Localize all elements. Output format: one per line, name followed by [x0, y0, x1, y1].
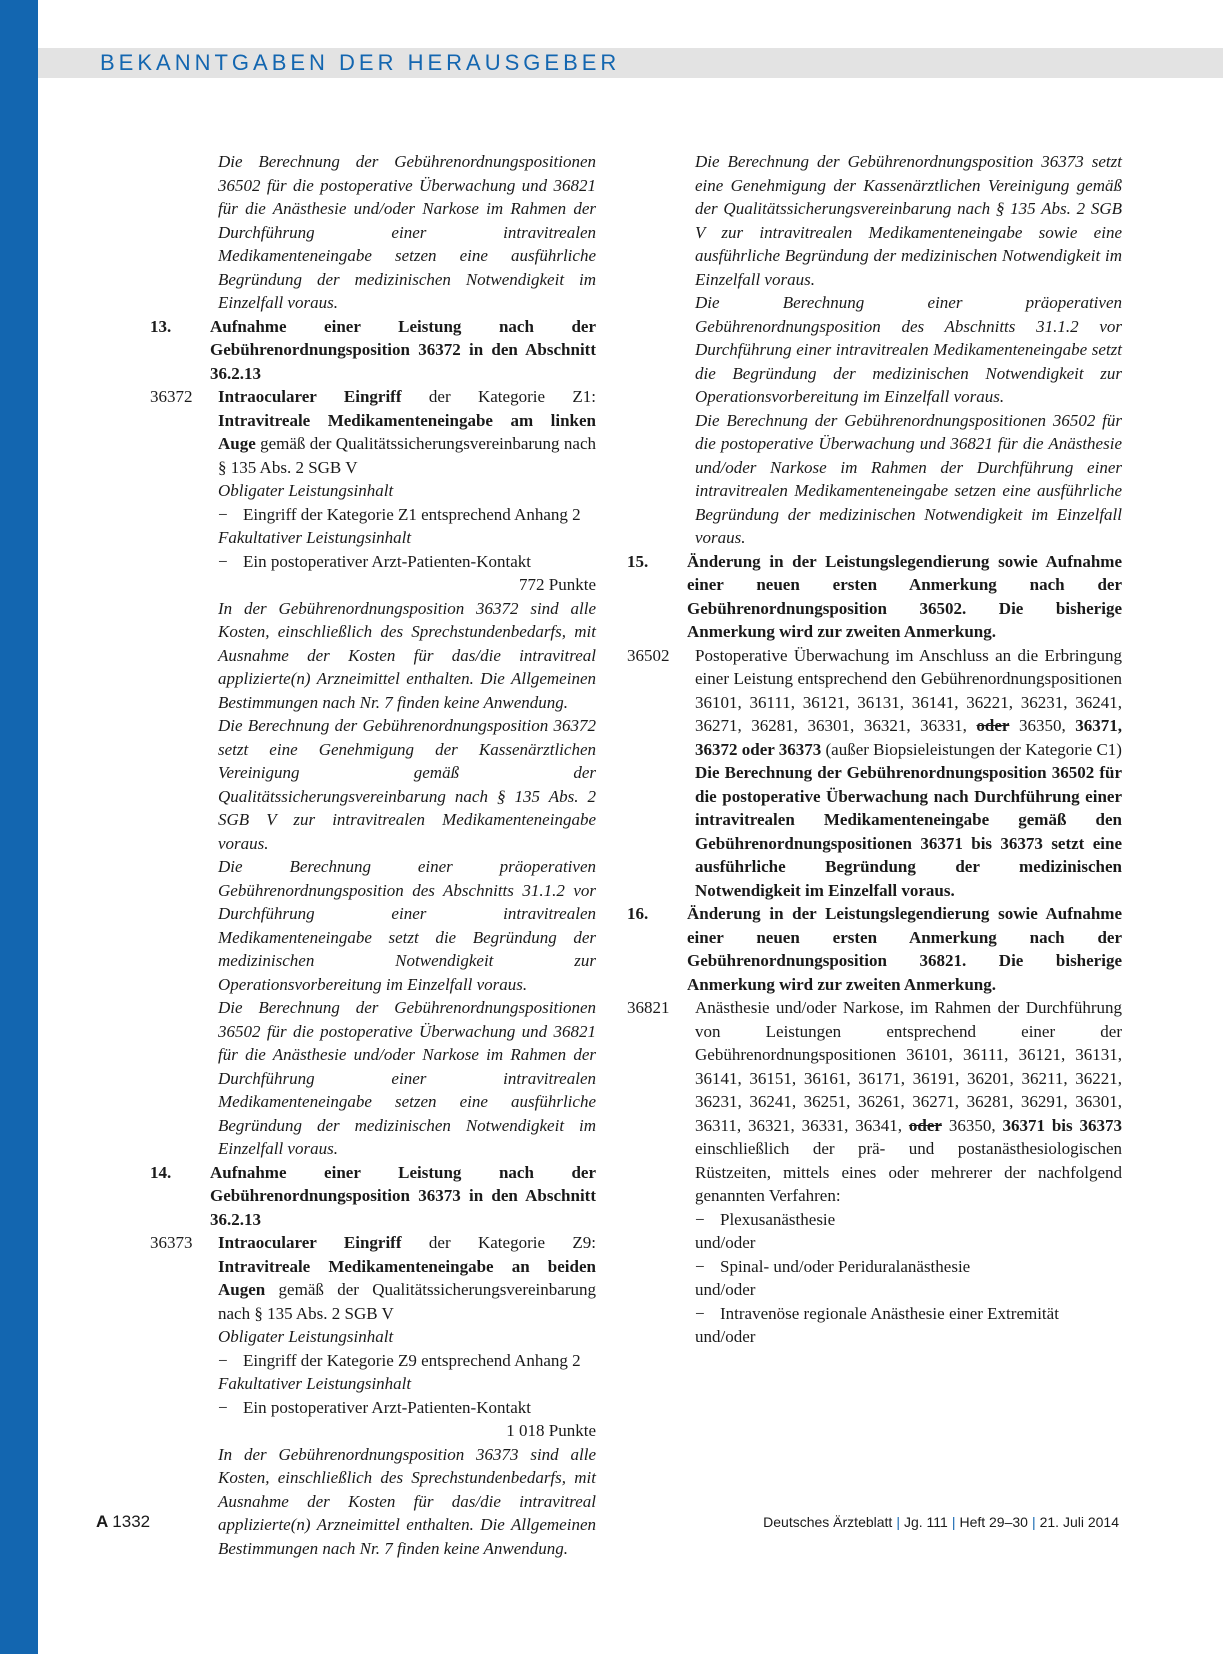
note-paragraph: Die Berechnung der Gebührenordnungsposition 36373 setzt eine Genehmigung der Kassenärztlichen Vereinigung gemäß der Qualitätssicherungsvereinbarung nach § 135 Abs. 2 SGB V zur intravitrealen Medikamenteneingabe sowie eine ausführliche Begründung der medizinischen Notwendigkeit im Einzelfall voraus. — [695, 152, 1122, 289]
dash-item: − Ein postoperativer Arzt-Patienten-Kontakt — [218, 1397, 531, 1417]
item-15 — [627, 550, 1122, 644]
left-color-bar — [0, 0, 38, 1654]
item-number: 14. — [150, 1162, 172, 1182]
added-codes: 36371 bis 36373 — [1002, 1115, 1123, 1135]
right-column — [627, 150, 1122, 1349]
item-title: Änderung in der Leistungslegendierung sowie Aufnahme einer neuen ersten Anmerkung nach der Gebührenordnungsposition 36502. Die bisherige Anmerkung wird zur zweiten Anmerkung. — [687, 551, 1122, 641]
conjunction: und/oder — [695, 1233, 756, 1252]
new-note-paragraph: Die Berechnung der Gebührenordnungsposition 36502 für die postoperative Überwachung nach Durchführung einer intravitrealen Medikamenteneingabe gemäß den Gebührenordnungspositionen 36371 bis 36373 setzt eine ausführliche Begründung der medizinischen Notwendigkeit im Einzelfall voraus. — [695, 763, 1122, 900]
gop-36373: 36373 Intraocularer Eingriff der Kategorie Z9: Intravitreale Medikamenteneingabe an beiden Augen gemäß der Qualitätssicherungsvereinbarung nach § 135 Abs. 2 SGB V — [150, 1231, 596, 1325]
gop-bold-title: Intraocularer Eingriff — [218, 1233, 402, 1252]
struck-word: oder — [976, 716, 1010, 735]
item-13 — [150, 315, 596, 386]
note-paragraph: Die Berechnung der Gebührenordnungspositionen 36502 für die postoperative Überwachung und 36821 für die Anästhesie und/oder Narkose im Rahmen der Durchführung einer intravitrealen Medikamenteneingabe setzen eine ausführliche Begründung der medizinischen Notwendigkeit im Einzelfall voraus. — [218, 152, 596, 312]
optional-content-label: Fakultativer Leistungsinhalt — [218, 1374, 412, 1393]
note-paragraph: In der Gebührenordnungsposition 36373 sind alle Kosten, einschließlich des Sprechstundenbedarfs, mit Ausnahme der Kosten für das/die intravitreal applizierte(n) Arzneimittel enthalten. Die Allgemeinen Bestimmungen nach Nr. 7 finden keine Anwendung. — [218, 1444, 596, 1558]
section-header-title: BEKANNTGABEN DER HERAUSGEBER — [100, 50, 621, 75]
dash-item: − Plexusanästhesie — [695, 1209, 836, 1229]
dash-item: − Spinal- und/oder Periduralanästhesie — [695, 1256, 971, 1276]
dash-item: − Eingriff der Kategorie Z1 entsprechend Anhang 2 — [218, 504, 581, 524]
note-paragraph: Die Berechnung der Gebührenordnungspositionen 36502 für die postoperative Überwachung und 36821 für die Anästhesie und/oder Narkose im Rahmen der Durchführung einer intravitrealen Medikamenteneingabe setzen eine ausführliche Begründung der medizinischen Notwendigkeit im Einzelfall voraus. — [695, 410, 1122, 547]
item-14 — [150, 1161, 596, 1232]
note-paragraph: Die Berechnung einer präoperativen Gebührenordnungsposition des Abschnitts 31.1.2 vor Durchführung einer intravitrealen Medikamenteneingabe setzt die Begründung der medizinischen Notwendigkeit zur Operationsvorbereitung im Einzelfall voraus. — [695, 293, 1122, 406]
journal-date: 21. Juli 2014 — [1039, 1514, 1119, 1530]
optional-content-label: Fakultativer Leistungsinhalt — [218, 528, 412, 547]
gop-bold-subject: Intravitreale Medikamenteneingabe am linken Auge — [218, 410, 596, 453]
dash-item: − Ein postoperativer Arzt-Patienten-Kontakt — [218, 551, 531, 571]
left-column — [150, 150, 596, 1560]
page-letter: A — [96, 1512, 109, 1531]
note-paragraph: Die Berechnung der Gebührenordnungspositionen 36502 für die postoperative Überwachung und 36821 für die Anästhesie und/oder Narkose im Rahmen der Durchführung einer intravitrealen Medikamenteneingabe setzen eine ausführliche Begründung der medizinischen Notwendigkeit im Einzelfall voraus. — [218, 998, 596, 1158]
item-title: Änderung in der Leistungslegendierung sowie Aufnahme einer neuen ersten Anmerkung nach der Gebührenordnungsposition 36821. Die bisherige Anmerkung wird zur zweiten Anmerkung. — [687, 904, 1122, 994]
gop-bold-subject: Intravitreale Medikamenteneingabe an beiden Augen — [218, 1256, 596, 1299]
page-number — [96, 1512, 150, 1532]
gop-36372: 36372 Intraocularer Eingriff der Kategorie Z1: Intravitreale Medikamenteneingabe am linken Auge gemäß der Qualitätssicherungsvereinbarung nach § 135 Abs. 2 SGB V — [150, 385, 596, 479]
journal-citation: Deutsches Ärzteblatt | Jg. 111 | Heft 29–30 | 21. Juli 2014 — [763, 1514, 1119, 1530]
item-number: 16. — [627, 904, 649, 923]
item-number: 13. — [150, 316, 172, 336]
item-16 — [627, 902, 1122, 996]
journal-name: Deutsches Ärzteblatt — [763, 1514, 893, 1530]
gop-36502: 36502 Postoperative Überwachung im Anschluss an die Erbringung einer Leistung entsprechend den Gebührenordnungspositionen 36101, 36111, 36121, 36131, 36141, 36221, 36231, 36241, 36271, 36281, 36301, 36321, 36331, oder 36350, 36371, 36372 oder 36373 (außer Biopsieleistungen der Kategorie C1) — [627, 644, 1122, 762]
gop-code: 36372 — [150, 387, 193, 406]
gop-36821: 36821 Anästhesie und/oder Narkose, im Rahmen der Durchführung von Leistungen entsprechend einer der Gebührenordnungspositionen 36101, 36111, 36121, 36131, 36141, 36151, 36161, 36171, 36191, 36201, 36211, 36221, 36231, 36241, 36251, 36261, 36271, 36281, 36291, 36301, 36311, 36321, 36331, 36341, oder 36350, 36371 bis 36373 einschließlich der prä- und postanästhesiologischen Rüstzeiten, mittels eines oder mehrerer der nachfolgend genannten Verfahren: — [627, 996, 1122, 1208]
note-paragraph: Die Berechnung einer präoperativen Gebührenordnungsposition des Abschnitts 31.1.2 vor Durchführung einer intravitrealen Medikamenteneingabe setzt die Begründung der medizinischen Notwendigkeit zur Operationsvorbereitung im Einzelfall voraus. — [218, 857, 596, 994]
journal-issue: Heft 29–30 — [959, 1514, 1028, 1530]
item-number: 15. — [627, 551, 649, 571]
item-title: Aufnahme einer Leistung nach der Gebührenordnungsposition 36372 in den Abschnitt 36.2.13 — [210, 316, 596, 383]
page-number-value: 1332 — [112, 1512, 151, 1531]
gop-code: 36502 — [627, 645, 670, 665]
note-paragraph: Die Berechnung der Gebührenordnungsposition 36372 setzt eine Genehmigung der Kassenärztlichen Vereinigung gemäß der Qualitätssicherungsvereinbarung nach § 135 Abs. 2 SGB V zur intravitrealen Medikamenteneingabe voraus. — [218, 716, 596, 853]
dash-item: − Eingriff der Kategorie Z9 entsprechend Anhang 2 — [218, 1350, 581, 1370]
gop-code: 36373 — [150, 1233, 193, 1252]
struck-word: oder — [908, 1115, 942, 1135]
obligatory-content-label: Obligater Leistungsinhalt — [218, 1327, 394, 1346]
conjunction: und/oder — [695, 1280, 756, 1299]
item-title: Aufnahme einer Leistung nach der Gebührenordnungsposition 36373 in den Abschnitt 36.2.13 — [210, 1162, 596, 1229]
conjunction: und/oder — [695, 1327, 756, 1346]
gop-bold-title: Intraocularer Eingriff — [218, 387, 402, 406]
points-value: 1 018 Punkte — [506, 1421, 596, 1440]
note-paragraph: In der Gebührenordnungsposition 36372 sind alle Kosten, einschließlich des Sprechstundenbedarfs, mit Ausnahme der Kosten für das/die intravitreal applizierte(n) Arzneimittel enthalten. Die Allgemeinen Bestimmungen nach Nr. 7 finden keine Anwendung. — [218, 598, 596, 712]
journal-volume: Jg. 111 — [903, 1514, 948, 1530]
points-value: 772 Punkte — [519, 575, 596, 594]
added-codes: 36371, 36372 oder 36373 — [695, 716, 1123, 759]
dash-item: − Intravenöse regionale Anästhesie einer Extremität — [695, 1303, 1059, 1323]
gop-code: 36821 — [627, 998, 670, 1017]
obligatory-content-label: Obligater Leistungsinhalt — [218, 481, 394, 500]
